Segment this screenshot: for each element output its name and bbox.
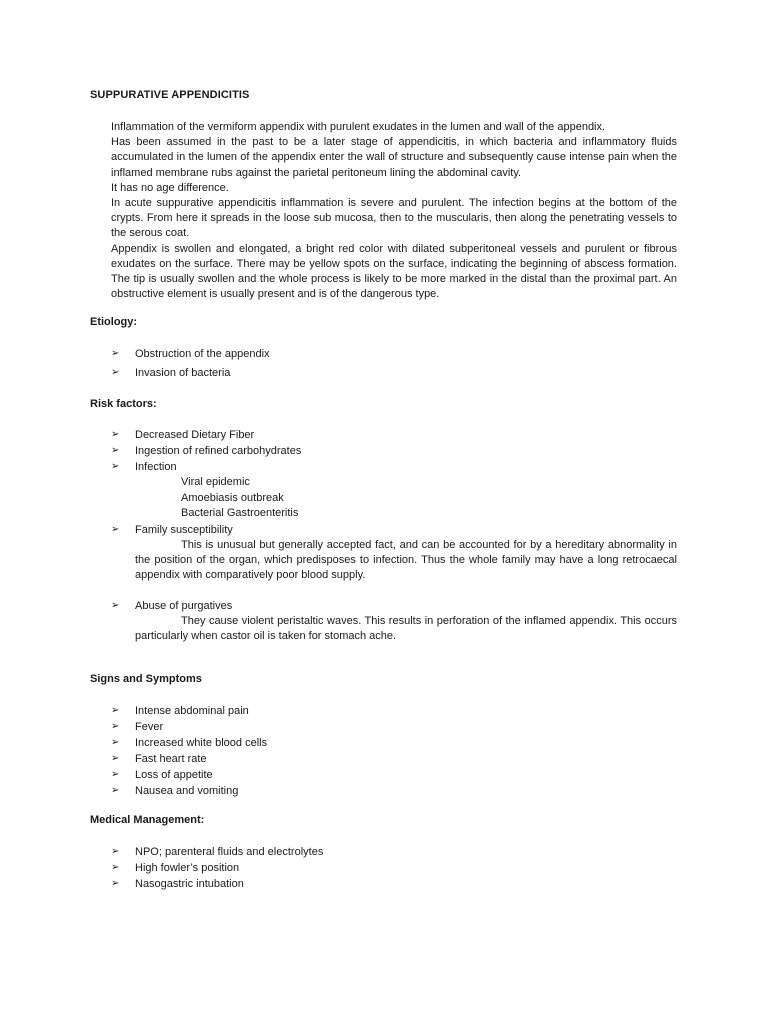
intro-paragraph: In acute suppurative appendicitis inflammation is severe and purulent. The infection begins at the bottom of the crypts. From here it spreads in the loose sub mucosa, then to the muscularis, then along the penetrating vessels to the serous coat.	[111, 197, 677, 240]
list-item: ➢ Loss of appetite	[111, 769, 213, 781]
document-title: SUPPURATIVE APPENDICITIS	[90, 89, 250, 101]
arrow-bullet-icon: ➢	[111, 721, 120, 732]
list-item: ➢ Invasion of bacteria	[111, 367, 231, 379]
list-item: ➢ Nausea and vomiting	[111, 785, 239, 797]
arrow-bullet-icon: ➢	[111, 737, 120, 748]
arrow-bullet-icon: ➢	[111, 785, 120, 796]
list-item: ➢ Abuse of purgatives They cause violent peristaltic waves. This results in perforation of the inflamed appendix. This occurs particularly when castor oil is taken for stomach ache.	[111, 598, 677, 644]
arrow-bullet-icon: ➢	[111, 348, 120, 359]
list-item: ➢ High fowler’s position	[111, 862, 240, 874]
list-item: ➢ Ingestion of refined carbohydrates	[111, 445, 302, 457]
risk-factors-heading: Risk factors:	[90, 398, 157, 410]
intro-paragraph: It has no age difference.	[111, 181, 229, 194]
infection-subitem: Bacterial Gastroenteritis	[181, 507, 299, 519]
arrow-bullet-icon: ➢	[111, 523, 120, 535]
signs-symptoms-heading: Signs and Symptoms	[90, 673, 202, 685]
list-item: ➢ Fever	[111, 721, 164, 733]
arrow-bullet-icon: ➢	[111, 461, 120, 472]
arrow-bullet-icon: ➢	[111, 705, 120, 716]
signs-symptoms-list	[111, 703, 677, 799]
purgatives-description: They cause violent peristaltic waves. This results in perforation of the inflamed appendix. This occurs particularly when castor oil is taken for stomach ache.	[135, 615, 677, 643]
arrow-bullet-icon: ➢	[111, 769, 120, 780]
etiology-heading: Etiology:	[90, 316, 138, 328]
infection-subitem: Viral epidemic	[181, 476, 250, 488]
medical-management-list	[111, 844, 677, 892]
intro-section	[111, 120, 677, 302]
intro-paragraph: Inflammation of the vermiform appendix with purulent exudates in the lumen and wall of the appendix.	[111, 121, 606, 133]
arrow-bullet-icon: ➢	[111, 429, 120, 440]
list-item: ➢ Infection Viral epidemic Amoebiasis outbreak Bacterial Gastroenteritis	[111, 459, 677, 522]
medical-management-heading: Medical Management:	[90, 814, 205, 826]
infection-subitem: Amoebiasis outbreak	[181, 491, 284, 504]
list-item: ➢ Decreased Dietary Fiber	[111, 429, 255, 441]
list-item: ➢ NPO; parenteral fluids and electrolytes	[111, 846, 324, 858]
risk-factors-list	[111, 427, 677, 645]
arrow-bullet-icon: ➢	[111, 846, 120, 857]
list-item: ➢ Family susceptibility This is unusual but generally accepted fact, and can be accounted for by a hereditary abnormality in the position of the organ, which predisposes to infection. Thus the whole family may have a long retrocaecal appendix with comparatively poor blood supply.	[111, 522, 677, 584]
intro-paragraph: Has been assumed in the past to be a later stage of appendicitis, in which bacteria and inflammatory fluids accumulated in the lumen of the appendix enter the wall of structure and subsequently cause intense pain when the inflamed membrane rubs against the parietal peritoneum lining the abdominal cavity.	[111, 136, 677, 179]
list-item: ➢ Nasogastric intubation	[111, 878, 244, 890]
arrow-bullet-icon: ➢	[111, 878, 120, 889]
list-item: ➢ Increased white blood cells	[111, 737, 268, 749]
list-item: ➢ Fast heart rate	[111, 753, 207, 765]
arrow-bullet-icon: ➢	[111, 367, 120, 378]
list-item: ➢ Obstruction of the appendix	[111, 348, 270, 360]
etiology-list	[111, 346, 677, 381]
arrow-bullet-icon: ➢	[111, 862, 120, 873]
arrow-bullet-icon: ➢	[111, 600, 120, 612]
intro-paragraph: Appendix is swollen and elongated, a bright red color with dilated subperitoneal vessels and purulent or fibrous exudates on the surface. There may be yellow spots on the surface, indicating the beginning of abscess formation. The tip is usually swollen and the whole process is likely to be more marked in the distal than the proximal part. An obstructive element is usually present and is of the dangerous type.	[111, 242, 677, 301]
family-susceptibility-description: This is unusual but generally accepted fact, and can be accounted for by a hereditary abnormality in the position of the organ, which predisposes to infection. Thus the whole family may have a long retrocaecal appendix with comparatively poor blood supply.	[135, 538, 677, 581]
arrow-bullet-icon: ➢	[111, 445, 120, 456]
list-item: ➢ Intense abdominal pain	[111, 705, 249, 717]
arrow-bullet-icon: ➢	[111, 753, 120, 764]
